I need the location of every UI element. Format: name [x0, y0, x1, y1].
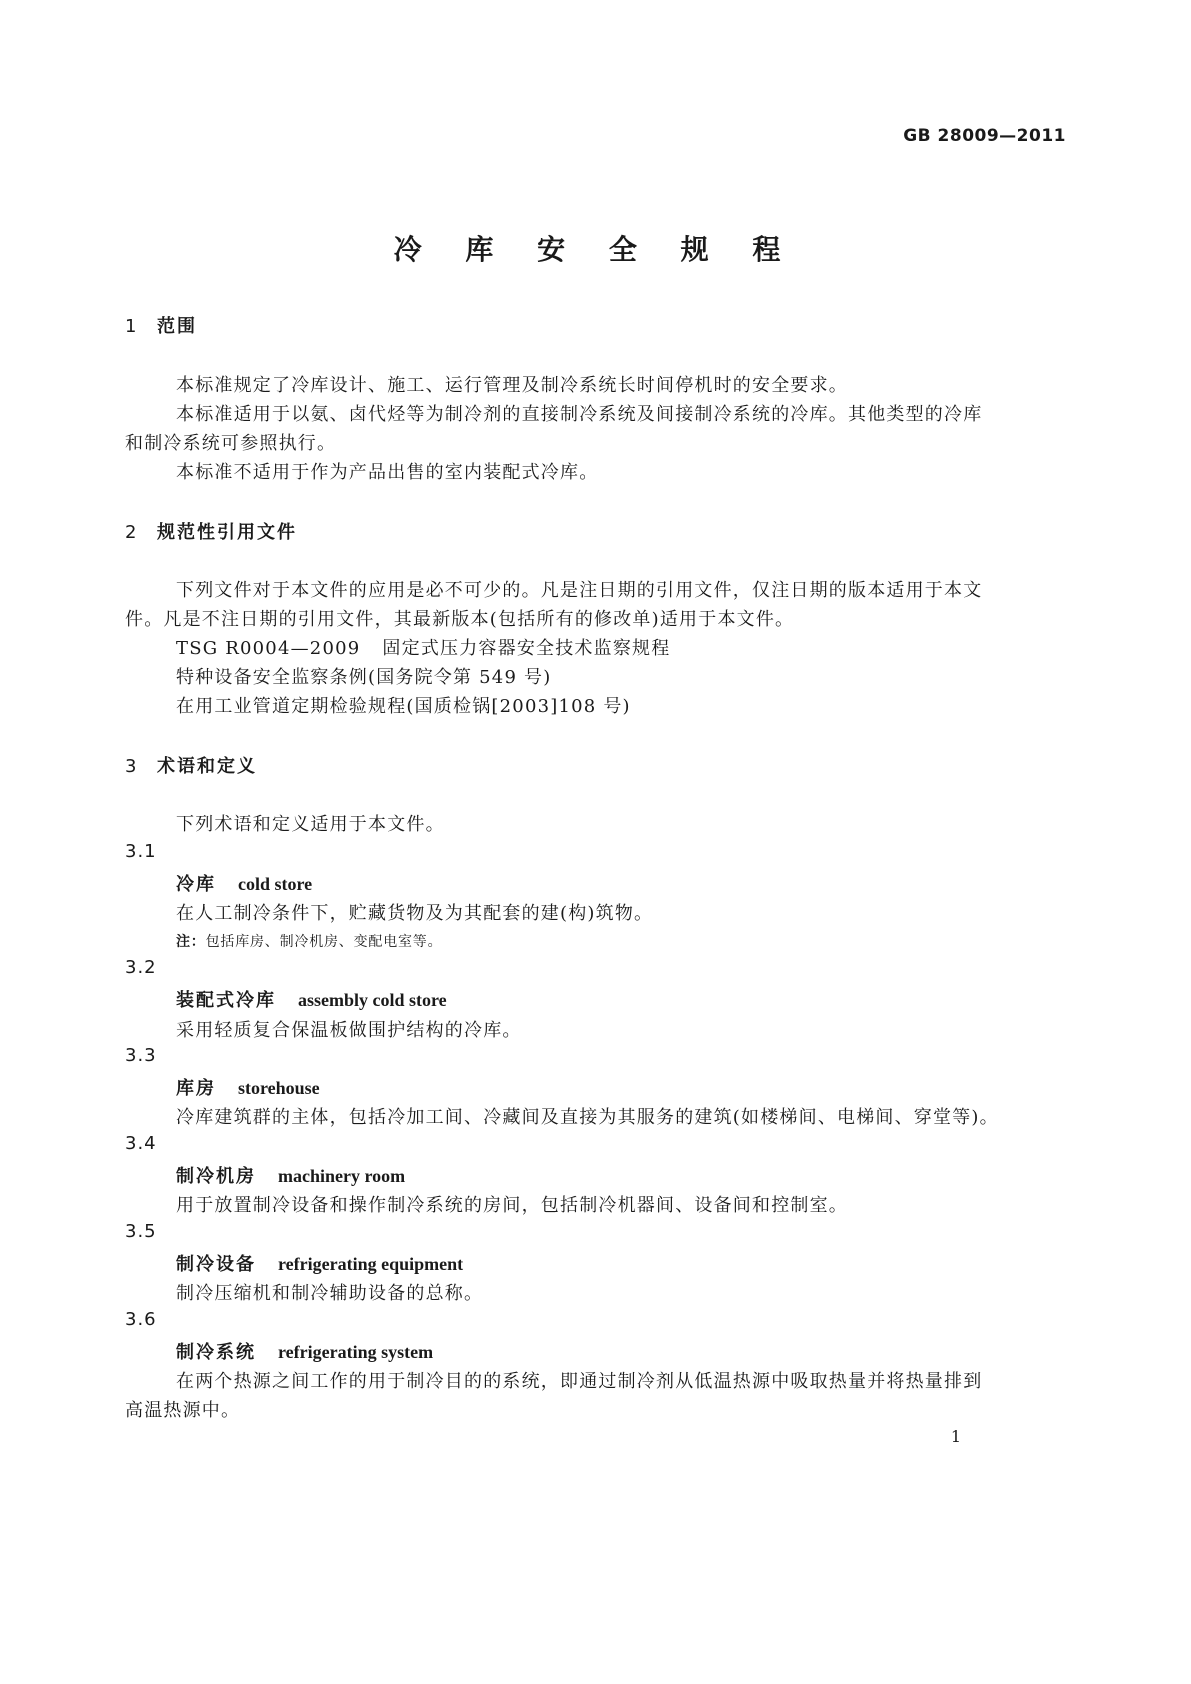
term-chinese: 制冷设备 — [176, 1254, 256, 1275]
term-chinese: 制冷系统 — [176, 1342, 256, 1363]
section-number: 2 — [125, 522, 137, 543]
section-heading-2 — [125, 518, 297, 544]
section-heading-3 — [125, 752, 257, 778]
paragraph: 本标准规定了冷库设计、施工、运行管理及制冷系统长时间停机时的安全要求。 — [176, 375, 848, 396]
section-number: 1 — [125, 316, 137, 337]
term-chinese: 库房 — [176, 1078, 216, 1099]
section-number: 3 — [125, 756, 137, 777]
term-chinese: 制冷机房 — [176, 1166, 256, 1187]
term-number: 3.6 — [125, 1309, 157, 1330]
term-heading — [176, 1250, 463, 1276]
term-number: 3.4 — [125, 1133, 157, 1154]
term-number: 3.5 — [125, 1221, 157, 1242]
term-number: 3.2 — [125, 957, 157, 978]
term-note — [176, 931, 442, 951]
section-title: 术语和定义 — [157, 756, 257, 777]
normative-reference: 在用工业管道定期检验规程(国质检锅[2003]108 号) — [176, 696, 631, 717]
term-english: machinery room — [278, 1166, 406, 1186]
term-definition: 在人工制冷条件下，贮藏货物及为其配套的建(构)筑物。 — [176, 903, 654, 924]
term-definition: 在两个热源之间工作的用于制冷目的的系统，即通过制冷剂从低温热源中吸取热量并将热量排到 — [176, 1371, 983, 1392]
term-definition: 制冷压缩机和制冷辅助设备的总称。 — [176, 1283, 484, 1304]
paragraph-continuation: 和制冷系统可参照执行。 — [125, 433, 337, 454]
term-english: refrigerating system — [278, 1342, 434, 1362]
paragraph: 下列文件对于本文件的应用是必不可少的。凡是注日期的引用文件，仅注日期的版本适用于本文 — [176, 580, 983, 601]
term-heading — [176, 1338, 433, 1364]
term-definition-continuation: 高温热源中。 — [125, 1400, 241, 1421]
paragraph-continuation: 件。凡是不注日期的引用文件，其最新版本(包括所有的修改单)适用于本文件。 — [125, 609, 795, 630]
term-english: assembly cold store — [298, 990, 447, 1010]
term-heading — [176, 870, 312, 896]
note-text: 包括库房、制冷机房、变配电室等。 — [205, 934, 443, 950]
term-chinese: 冷库 — [176, 874, 216, 895]
page-number: 1 — [950, 1427, 961, 1446]
term-chinese: 装配式冷库 — [176, 990, 276, 1011]
section-title: 范围 — [157, 316, 197, 337]
term-english: cold store — [238, 874, 313, 894]
section-title: 规范性引用文件 — [157, 522, 297, 543]
reference-title: 固定式压力容器安全技术监察规程 — [382, 638, 671, 659]
normative-reference: 特种设备安全监察条例(国务院令第 549 号) — [176, 667, 552, 688]
term-definition: 冷库建筑群的主体，包括冷加工间、冷藏间及直接为其服务的建筑(如楼梯间、电梯间、穿堂等)。 — [176, 1107, 999, 1128]
section-heading-1 — [125, 312, 197, 338]
term-english: storehouse — [238, 1078, 320, 1098]
normative-reference — [176, 634, 1066, 660]
standard-code: GB 28009—2011 — [903, 126, 1066, 146]
paragraph: 下列术语和定义适用于本文件。 — [176, 814, 445, 835]
term-number: 3.1 — [125, 841, 157, 862]
document-title: 冷 库 安 全 规 程 — [393, 233, 798, 266]
term-english: refrigerating equipment — [278, 1254, 464, 1274]
term-definition: 采用轻质复合保温板做围护结构的冷库。 — [176, 1020, 522, 1041]
term-heading — [176, 1074, 320, 1100]
term-heading — [176, 1162, 405, 1188]
term-definition: 用于放置制冷设备和操作制冷系统的房间，包括制冷机器间、设备间和控制室。 — [176, 1195, 848, 1216]
term-heading — [176, 986, 447, 1012]
reference-code: TSG R0004—2009 — [176, 638, 361, 659]
term-number: 3.3 — [125, 1045, 157, 1066]
note-label: 注： — [176, 934, 206, 950]
paragraph: 本标准适用于以氨、卤代烃等为制冷剂的直接制冷系统及间接制冷系统的冷库。其他类型的冷库 — [176, 404, 983, 425]
paragraph: 本标准不适用于作为产品出售的室内装配式冷库。 — [176, 462, 599, 483]
